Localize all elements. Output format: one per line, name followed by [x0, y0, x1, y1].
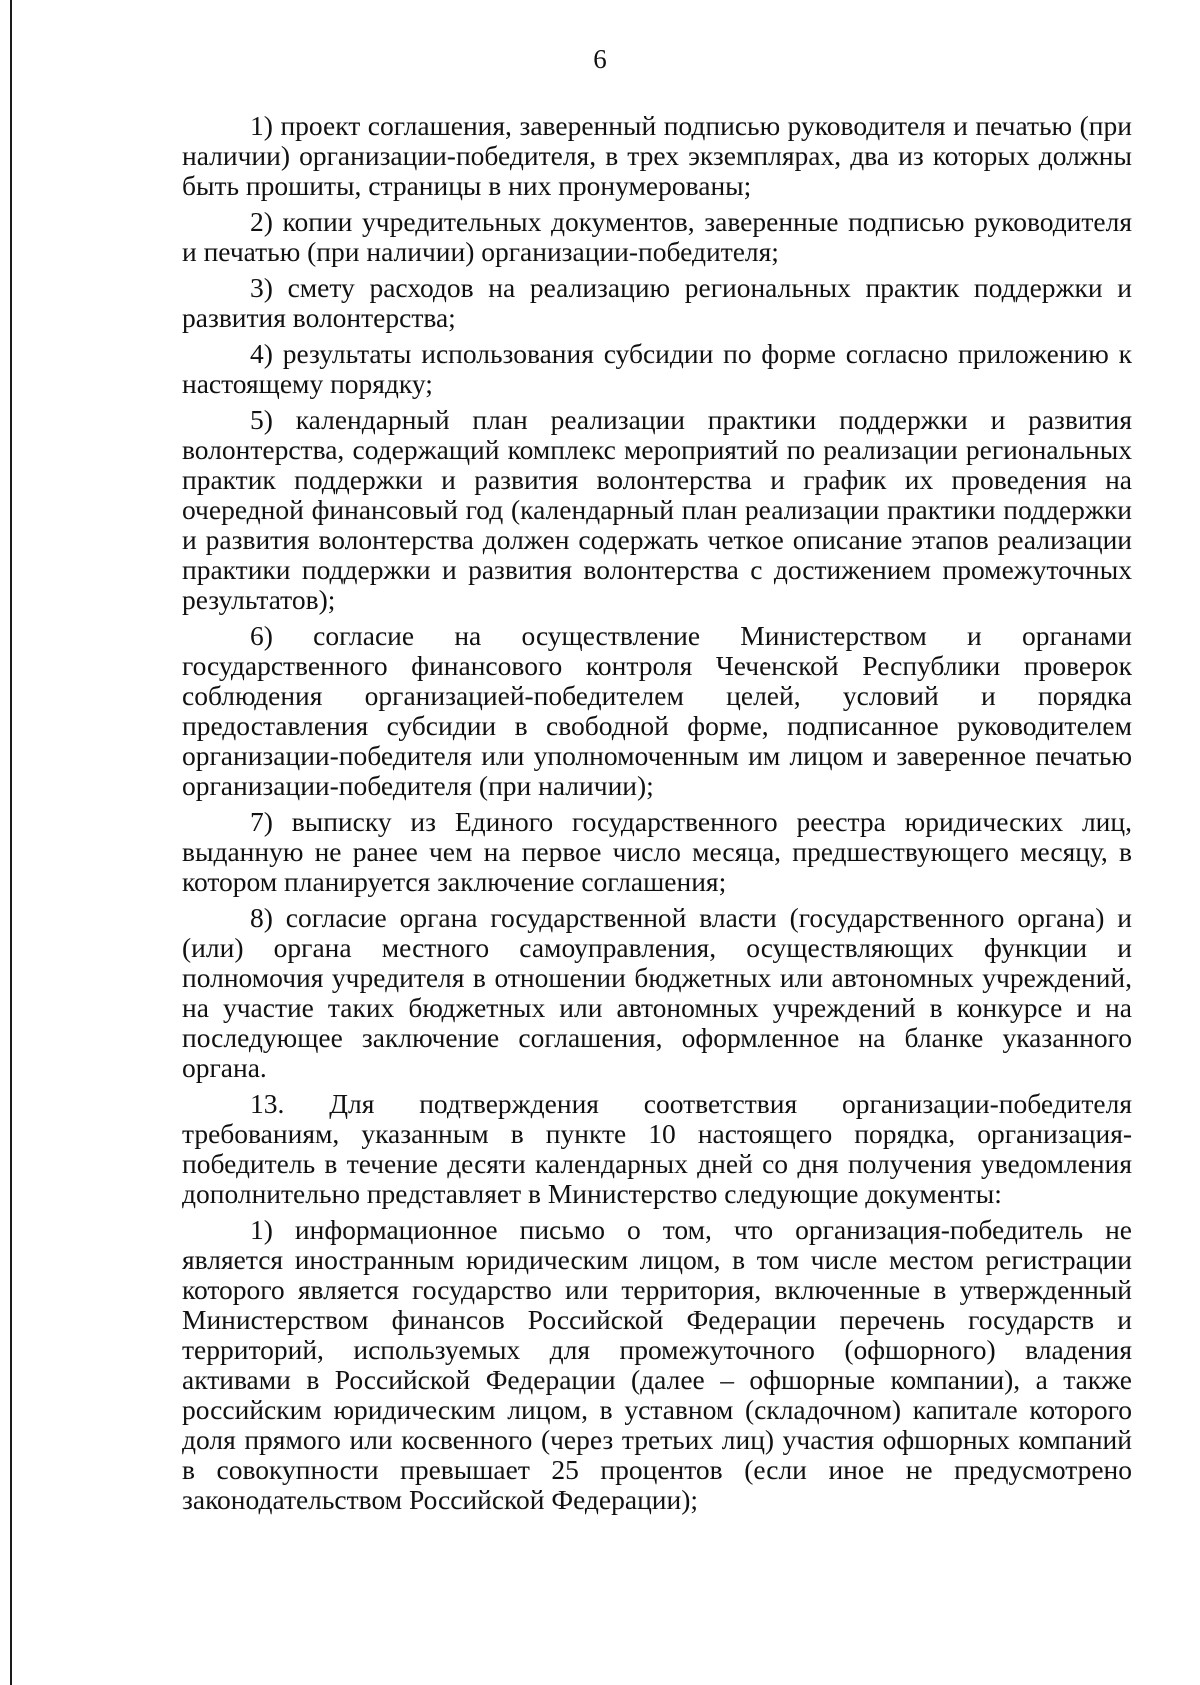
paragraph-item-13-1: 1) информационное письмо о том, что организация-победитель не является иностранным юридическим лицом, в том числе местом регистрации которого является государство или территория, включенные в утвержденный Министерством финансов Российской Федерации перечень государств и территорий, используемых для промежуточного (офшорного) владения активами в Российской Федерации (далее – офшорные компании), а также российским юридическим лицом, в уставном (складочном) капитале которого доля прямого или косвенного (через третьих лиц) участия офшорных компаний в совокупности превышает 25 процентов (если иное не предусмотрено законодательством Российской Федерации);: [182, 1214, 1132, 1515]
scan-edge-line: [10, 0, 12, 1685]
paragraph-item-1: 1) проект соглашения, заверенный подписью руководителя и печатью (при наличии) организации-победителя, в трех экземплярах, два из которых должны быть прошиты, страницы в них пронумерованы;: [182, 110, 1132, 201]
paragraph-item-6: 6) согласие на осуществление Министерством и органами государственного финансового контроля Чеченской Республики проверок соблюдения организацией-победителем целей, условий и порядка предоставления субсидии в свободной форме, подписанное руководителем организации-победителя или уполномоченным им лицом и заверенное печатью организации-победителя (при наличии);: [182, 620, 1132, 801]
paragraph-item-3: 3) смету расходов на реализацию региональных практик поддержки и развития волонтерства;: [182, 272, 1132, 333]
paragraph-item-2: 2) копии учредительных документов, заверенные подписью руководителя и печатью (при наличии) организации-победителя;: [182, 206, 1132, 267]
paragraph-item-7: 7) выписку из Единого государственного реестра юридических лиц, выданную не ранее чем на первое число месяца, предшествующего месяцу, в котором планируется заключение соглашения;: [182, 806, 1132, 897]
page-number: 6: [593, 44, 607, 74]
document-body: [182, 111, 1132, 1515]
paragraph-item-8: 8) согласие органа государственной власти (государственного органа) и (или) органа местного самоуправления, осуществляющих функции и полномочия учредителя в отношении бюджетных или автономных учреждений, на участие таких бюджетных или автономных учреждений в конкурсе и на последующее заключение соглашения, оформленное на бланке указанного органа.: [182, 902, 1132, 1083]
paragraph-item-4: 4) результаты использования субсидии по форме согласно приложению к настоящему порядку;: [182, 338, 1132, 399]
paragraph-section-13: 13. Для подтверждения соответствия организации-победителя требованиям, указанным в пункте 10 настоящего порядка, организация-победитель в течение десяти календарных дней со дня получения уведомления дополнительно представляет в Министерство следующие документы:: [182, 1088, 1132, 1209]
paragraph-item-5: 5) календарный план реализации практики поддержки и развития волонтерства, содержащий комплекс мероприятий по реализации региональных практик поддержки и развития волонтерства и график их проведения на очередной финансовый год (календарный план реализации практики поддержки и развития волонтерства должен содержать четкое описание этапов реализации практики поддержки и развития волонтерства с достижением промежуточных результатов);: [182, 404, 1132, 615]
